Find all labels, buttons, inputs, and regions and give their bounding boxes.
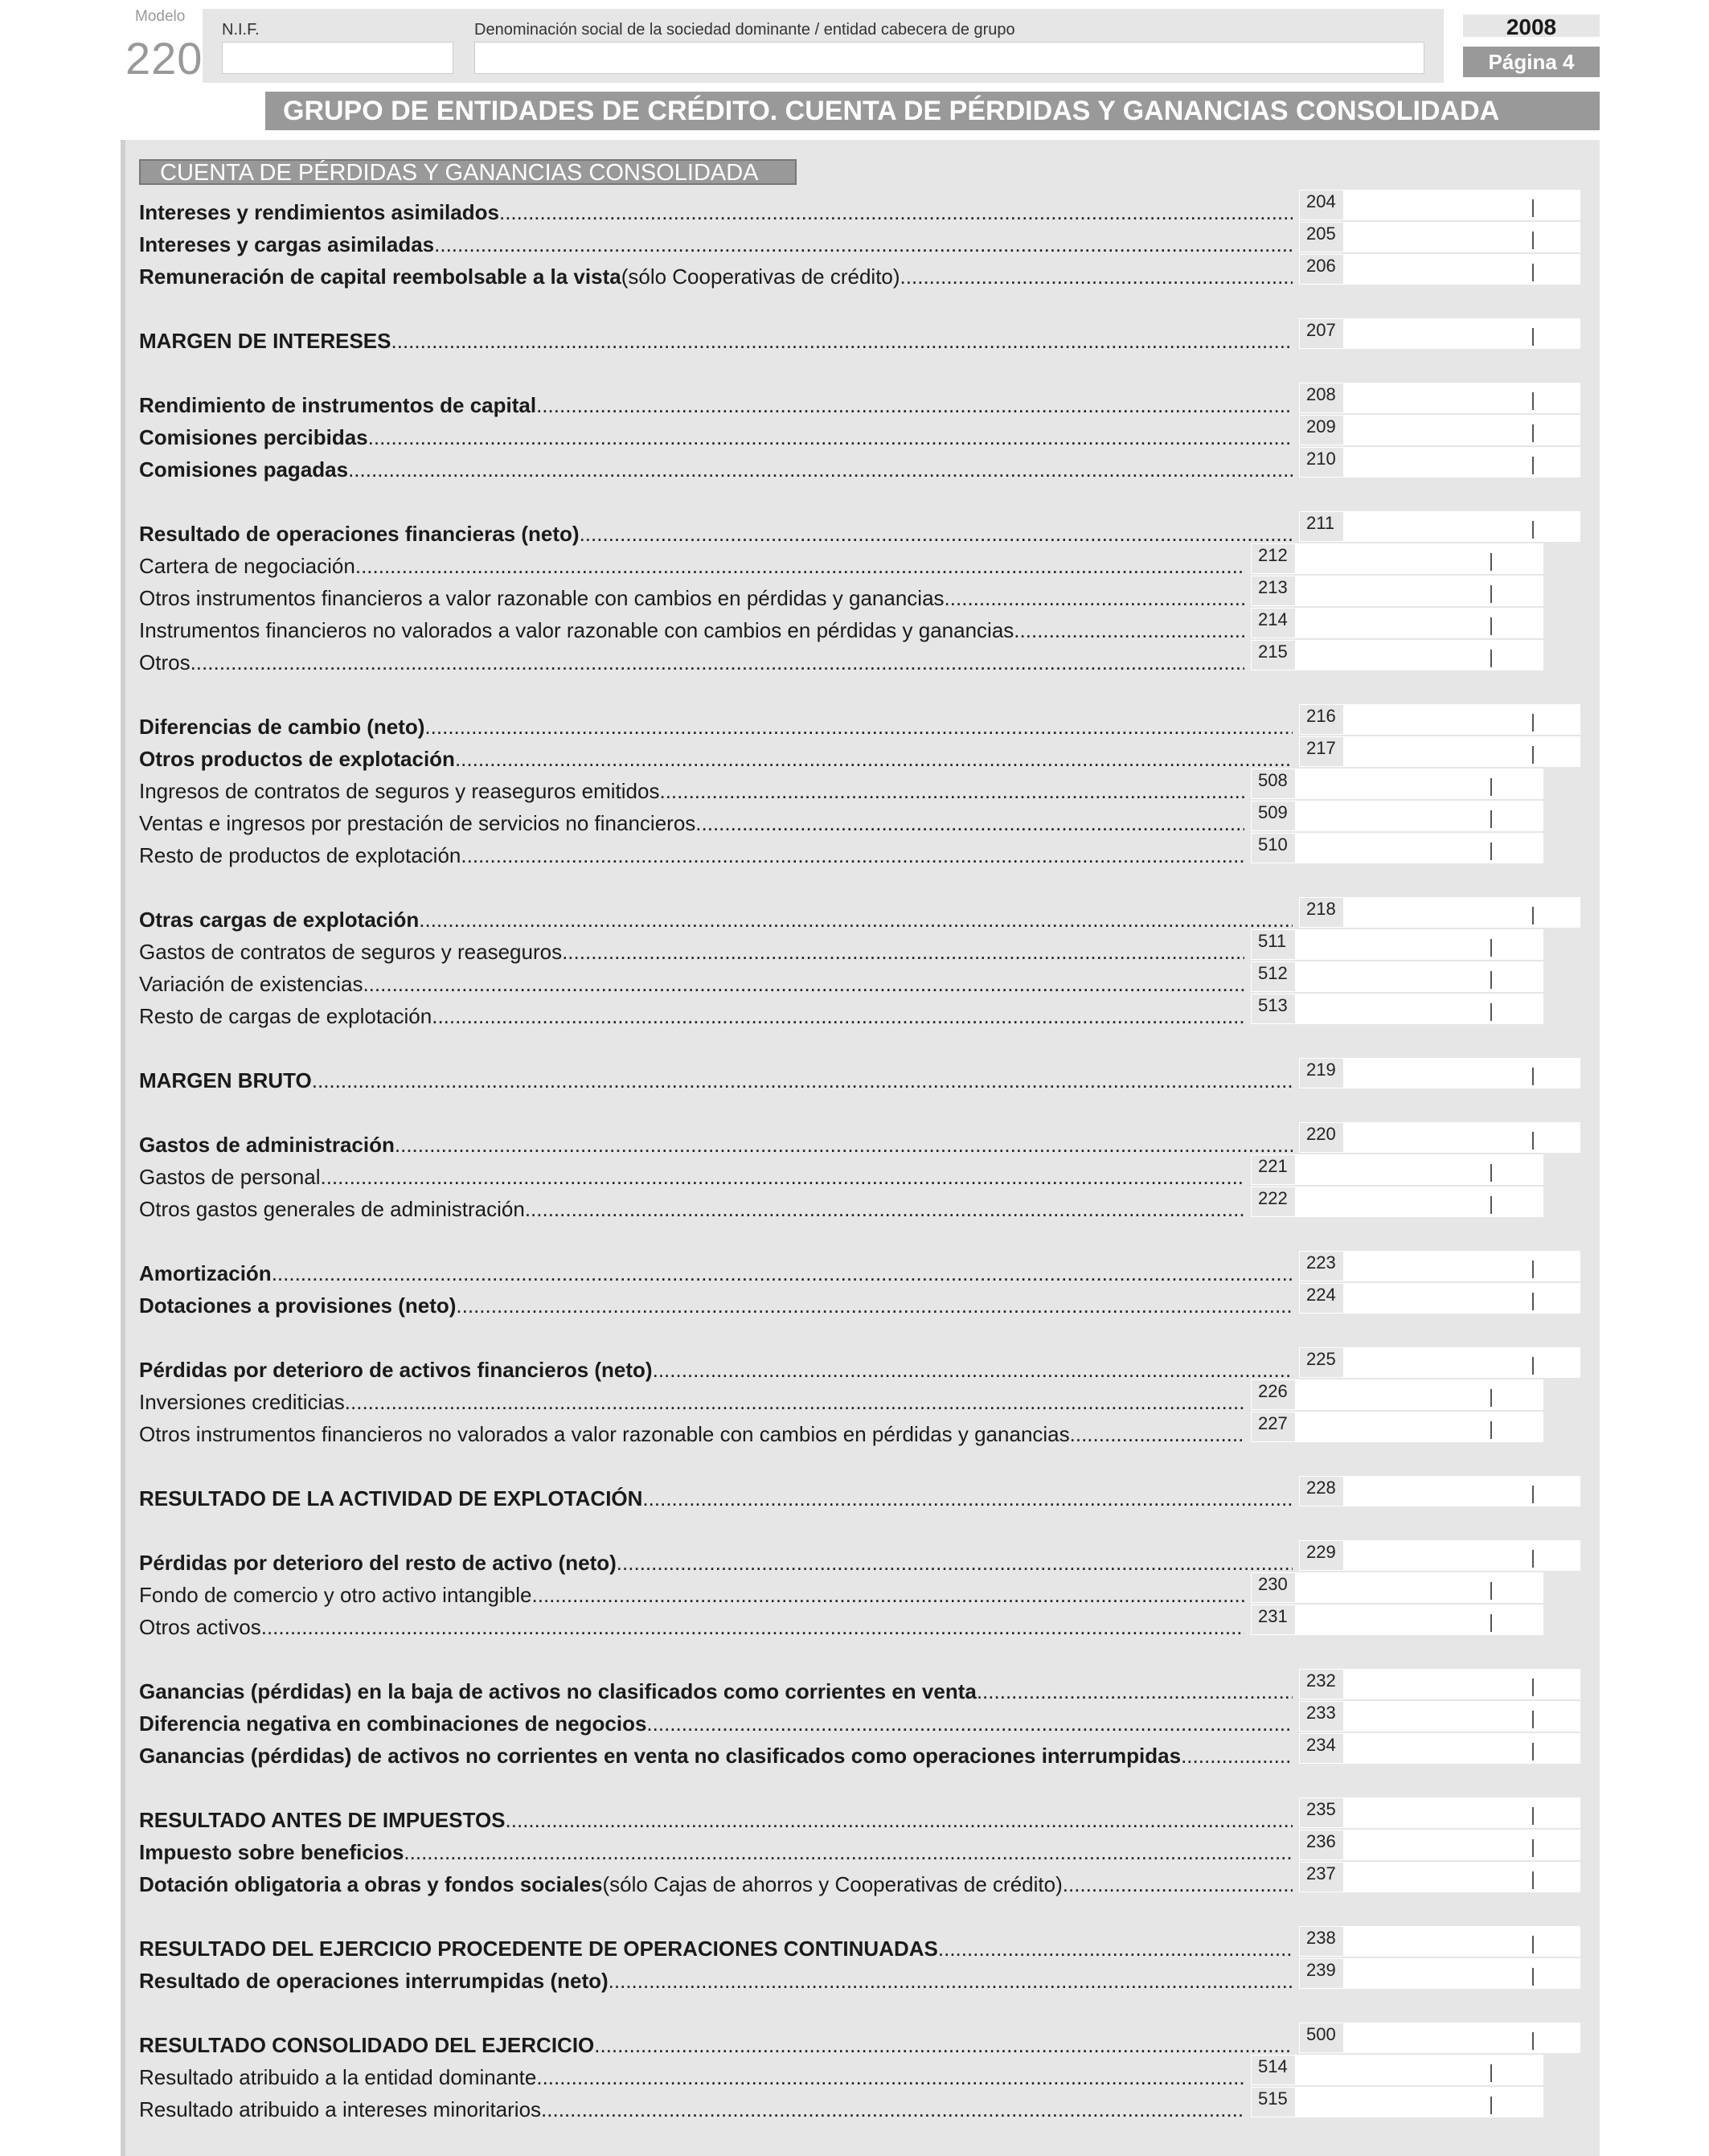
decimal-separator <box>1532 1486 1534 1503</box>
dot-leader <box>594 2032 1293 2058</box>
row-label-238 <box>139 1936 1293 1961</box>
row-label-216 <box>139 714 1293 740</box>
row-label-218 <box>139 907 1293 932</box>
row-label-bold: Comisiones percibidas <box>139 425 368 449</box>
amount-field-236[interactable] <box>1299 1830 1580 1860</box>
amount-field-213[interactable] <box>1251 576 1543 606</box>
dot-leader <box>532 1582 1245 1608</box>
amount-field-212[interactable] <box>1251 543 1543 574</box>
row-label-text: Cartera de negociación <box>139 554 355 578</box>
dot-leader <box>1063 1871 1293 1897</box>
section-title: CUENTA DE PÉRDIDAS Y GANANCIAS CONSOLIDADA <box>139 159 797 185</box>
row-label-bold: Amortización <box>139 1261 272 1285</box>
row-label-223 <box>139 1260 1293 1286</box>
field-code: 230 <box>1251 1572 1296 1603</box>
amount-field-229[interactable] <box>1299 1540 1580 1571</box>
amount-field-512[interactable] <box>1251 961 1543 992</box>
dot-leader <box>642 1486 1293 1511</box>
decimal-separator <box>1532 1678 1534 1696</box>
row-label-220 <box>139 1132 1293 1158</box>
amount-field-230[interactable] <box>1251 1572 1543 1603</box>
year-badge: 2008 <box>1463 14 1600 37</box>
row-label-bold: RESULTADO CONSOLIDADO DEL EJERCICIO <box>139 2033 595 2057</box>
field-code: 238 <box>1299 1926 1344 1957</box>
row-label-228 <box>139 1486 1293 1511</box>
decimal-separator <box>1532 199 1534 217</box>
decimal-separator <box>1532 232 1534 249</box>
dot-leader <box>345 1389 1244 1415</box>
amount-field-509[interactable] <box>1251 801 1543 831</box>
row-label-bold: Dotación obligatoria a obras y fondos sociales <box>139 1872 603 1896</box>
amount-field-511[interactable] <box>1251 929 1543 960</box>
row-label-511 <box>139 939 1244 965</box>
dot-leader <box>312 1068 1293 1093</box>
row-label-513 <box>139 1003 1244 1029</box>
row-label-bold: Diferencias de cambio (neto) <box>139 715 425 739</box>
row-label-bold: Pérdidas por deterioro de activos financieros (neto) <box>139 1358 653 1382</box>
decimal-separator <box>1490 1003 1492 1021</box>
row-label-text: Ingresos de contratos de seguros y reaseguros emitidos <box>139 779 660 803</box>
row-label-text: Gastos de personal <box>139 1165 321 1189</box>
row-label-bold: MARGEN DE INTERESES <box>139 329 391 353</box>
dot-leader <box>695 810 1244 836</box>
amount-field-510[interactable] <box>1251 833 1543 863</box>
decimal-separator <box>1490 1164 1492 1182</box>
row-label-222 <box>139 1196 1244 1222</box>
decimal-separator <box>1532 1839 1534 1857</box>
decimal-separator <box>1532 1550 1534 1568</box>
row-label-212 <box>139 553 1244 579</box>
field-code: 232 <box>1299 1669 1344 1699</box>
field-code: 208 <box>1299 383 1344 413</box>
field-code: 228 <box>1299 1476 1344 1506</box>
amount-field-216[interactable] <box>1299 704 1580 735</box>
decimal-separator <box>1532 392 1534 410</box>
decimal-separator <box>1532 1068 1534 1085</box>
field-code: 222 <box>1251 1187 1296 1217</box>
decimal-separator <box>1532 746 1534 764</box>
decimal-separator <box>1490 1614 1492 1632</box>
dot-leader <box>977 1678 1293 1704</box>
decimal-separator <box>1490 939 1492 957</box>
amount-field-207[interactable] <box>1299 318 1580 349</box>
decimal-separator <box>1490 810 1492 828</box>
row-label-text: Otros activos <box>139 1615 261 1639</box>
row-label-234 <box>139 1743 1293 1769</box>
dot-leader <box>261 1614 1244 1640</box>
row-label-bold: Comisiones pagadas <box>139 457 349 482</box>
row-label-224 <box>139 1293 1293 1318</box>
dot-leader <box>1181 1743 1293 1769</box>
form-title: GRUPO DE ENTIDADES DE CRÉDITO. CUENTA DE PÉRDIDAS Y GANANCIAS CONSOLIDADA <box>265 92 1600 130</box>
dot-leader <box>320 1164 1244 1190</box>
row-label-text: Otros instrumentos financieros no valorados a valor razonable con cambios en pérdidas y ganancias <box>139 1422 1070 1446</box>
dot-leader <box>541 2097 1244 2122</box>
dot-leader <box>434 232 1293 257</box>
decimal-separator <box>1532 264 1534 281</box>
dot-leader <box>580 521 1293 547</box>
field-code: 239 <box>1299 1958 1344 1989</box>
amount-field-225[interactable] <box>1299 1347 1580 1378</box>
row-label-206 <box>139 264 1293 289</box>
field-code: 231 <box>1251 1605 1296 1635</box>
row-label-230 <box>139 1582 1244 1608</box>
decimal-separator <box>1490 553 1492 571</box>
row-label-bold: Intereses y cargas asimiladas <box>139 232 435 256</box>
decimal-separator <box>1490 1421 1492 1439</box>
row-label-text: Otros <box>139 650 191 674</box>
field-code: 509 <box>1251 801 1296 831</box>
decimal-separator <box>1490 650 1492 667</box>
dot-leader <box>938 1936 1293 1961</box>
row-label-text: Instrumentos financieros no valorados a valor razonable con cambios en pérdidas y ganancias <box>139 618 1014 642</box>
amount-field-221[interactable] <box>1251 1154 1543 1185</box>
row-label-229 <box>139 1550 1293 1576</box>
amount-field-220[interactable] <box>1299 1122 1580 1153</box>
dot-leader <box>419 907 1293 932</box>
row-label-text: Inversiones crediticias <box>139 1390 345 1414</box>
row-label-226 <box>139 1389 1244 1415</box>
amount-field-234[interactable] <box>1299 1733 1580 1764</box>
dot-leader <box>461 842 1244 868</box>
row-label-225 <box>139 1357 1293 1383</box>
row-label-bold: RESULTADO DE LA ACTIVIDAD DE EXPLOTACIÓN <box>139 1486 643 1510</box>
dot-leader <box>1070 1421 1244 1447</box>
row-label-text: Variación de existencias <box>139 972 363 996</box>
row-label-219 <box>139 1068 1293 1093</box>
decimal-separator <box>1490 2097 1492 2114</box>
nif-label: N.I.F. <box>222 21 260 39</box>
decimal-separator <box>1532 1357 1534 1375</box>
amount-field-205[interactable] <box>1299 222 1580 252</box>
field-code: 227 <box>1251 1412 1296 1442</box>
dot-leader <box>945 585 1244 611</box>
field-code: 224 <box>1299 1283 1344 1314</box>
amount-field-210[interactable] <box>1299 447 1580 478</box>
row-label-512 <box>139 971 1244 997</box>
amount-field-235[interactable] <box>1299 1797 1580 1828</box>
row-label-bold: RESULTADO ANTES DE IMPUESTOS <box>139 1808 506 1832</box>
row-label-text: Resto de productos de explotación <box>139 843 461 867</box>
amount-field-228[interactable] <box>1299 1476 1580 1506</box>
denominacion-input[interactable] <box>474 42 1424 74</box>
field-code: 226 <box>1251 1379 1296 1410</box>
dot-leader <box>455 746 1293 772</box>
row-label-233 <box>139 1711 1293 1736</box>
row-label-509 <box>139 810 1244 836</box>
amount-field-219[interactable] <box>1299 1058 1580 1088</box>
dot-leader <box>395 1132 1293 1158</box>
row-label-bold: Ganancias (pérdidas) de activos no corrientes en venta no clasificados como operaciones interrumpidas <box>139 1744 1182 1768</box>
dot-leader <box>646 1711 1293 1736</box>
row-label-text: Ventas e ingresos por prestación de servicios no financieros <box>139 811 696 835</box>
row-label-205 <box>139 232 1293 257</box>
amount-field-513[interactable] <box>1251 994 1543 1024</box>
dot-leader <box>363 971 1244 997</box>
row-label-bold: Pérdidas por deterioro del resto de activo (neto) <box>139 1551 617 1575</box>
amount-field-231[interactable] <box>1251 1605 1543 1635</box>
field-code: 221 <box>1251 1154 1296 1185</box>
decimal-separator <box>1490 971 1492 989</box>
decimal-separator <box>1532 424 1534 442</box>
row-label-217 <box>139 746 1293 772</box>
row-label-215 <box>139 650 1244 675</box>
row-label-bold: RESULTADO DEL EJERCICIO PROCEDENTE DE OPERACIONES CONTINUADAS <box>139 1937 938 1961</box>
dot-leader <box>617 1550 1293 1576</box>
decimal-separator <box>1532 1936 1534 1953</box>
amount-field-500[interactable] <box>1299 2023 1580 2053</box>
row-label-508 <box>139 778 1244 804</box>
dot-leader <box>432 1003 1244 1029</box>
field-code: 235 <box>1299 1797 1344 1828</box>
field-code: 207 <box>1299 318 1344 349</box>
decimal-separator <box>1532 1807 1534 1825</box>
field-code: 215 <box>1251 640 1296 670</box>
amount-field-233[interactable] <box>1299 1701 1580 1732</box>
field-code: 206 <box>1299 254 1344 285</box>
field-code: 511 <box>1251 929 1296 960</box>
row-label-text: Fondo de comercio y otro activo intangible <box>139 1583 532 1607</box>
dot-leader <box>562 939 1244 965</box>
row-label-515 <box>139 2097 1244 2122</box>
row-label-211 <box>139 521 1293 547</box>
decimal-separator <box>1532 457 1534 474</box>
row-label-514 <box>139 2064 1244 2090</box>
decimal-separator <box>1532 1743 1534 1760</box>
row-label-209 <box>139 424 1293 450</box>
row-label-bold: Dotaciones a provisiones (neto) <box>139 1293 457 1318</box>
dot-leader <box>525 1196 1244 1222</box>
field-code: 515 <box>1251 2087 1296 2117</box>
field-code: 219 <box>1299 1058 1344 1088</box>
field-code: 216 <box>1299 704 1344 735</box>
row-label-bold: Resultado de operaciones interrumpidas (neto) <box>139 1969 609 1993</box>
field-code: 211 <box>1299 511 1344 542</box>
decimal-separator <box>1490 617 1492 635</box>
field-code: 214 <box>1251 608 1296 638</box>
row-label-236 <box>139 1839 1293 1865</box>
amount-field-239[interactable] <box>1299 1958 1580 1989</box>
decimal-separator <box>1490 1582 1492 1600</box>
decimal-separator <box>1490 1389 1492 1407</box>
row-label-text: Gastos de contratos de seguros y reaseguros <box>139 940 563 964</box>
row-label-500 <box>139 2032 1293 2058</box>
row-label-bold: Intereses y rendimientos asimilados <box>139 200 499 224</box>
field-code: 510 <box>1251 833 1296 863</box>
field-code: 233 <box>1299 1701 1344 1732</box>
dot-leader <box>506 1807 1293 1833</box>
decimal-separator <box>1532 714 1534 732</box>
row-label-208 <box>139 392 1293 418</box>
decimal-separator <box>1490 842 1492 860</box>
row-label-text: Otros gastos generales de administración <box>139 1197 525 1221</box>
amount-field-515[interactable] <box>1251 2087 1543 2117</box>
row-label-text: Otros instrumentos financieros a valor razonable con cambios en pérdidas y ganancias <box>139 586 945 610</box>
amount-field-211[interactable] <box>1299 511 1580 542</box>
row-label-221 <box>139 1164 1244 1190</box>
row-label-text: Resultado atribuido a intereses minoritarios <box>139 2097 542 2121</box>
dot-leader <box>900 264 1293 289</box>
dot-leader <box>499 199 1293 225</box>
field-code: 225 <box>1299 1347 1344 1378</box>
amount-field-227[interactable] <box>1251 1412 1543 1442</box>
decimal-separator <box>1532 1260 1534 1278</box>
amount-field-209[interactable] <box>1299 415 1580 445</box>
amount-field-508[interactable] <box>1251 769 1543 799</box>
decimal-separator <box>1532 1871 1534 1889</box>
row-label-235 <box>139 1807 1293 1833</box>
field-code: 204 <box>1299 190 1344 220</box>
dot-leader <box>391 328 1293 354</box>
field-code: 500 <box>1299 2023 1344 2053</box>
field-code: 218 <box>1299 897 1344 928</box>
field-code: 508 <box>1251 769 1296 799</box>
decimal-separator <box>1532 2032 1534 2050</box>
dot-leader <box>348 457 1293 482</box>
dot-leader <box>355 553 1244 579</box>
amount-field-514[interactable] <box>1251 2055 1543 2085</box>
field-code: 513 <box>1251 994 1296 1024</box>
row-label-text: (sólo Cajas de ahorros y Cooperativas de crédito) <box>602 1872 1063 1896</box>
row-label-bold: Diferencia negativa en combinaciones de negocios <box>139 1711 647 1736</box>
amount-field-206[interactable] <box>1299 254 1580 285</box>
row-label-bold: Otros productos de explotación <box>139 747 455 771</box>
amount-field-215[interactable] <box>1251 640 1543 670</box>
dot-leader <box>536 392 1293 418</box>
dot-leader <box>424 714 1293 740</box>
panel-border <box>121 140 125 2156</box>
row-label-214 <box>139 617 1244 643</box>
row-label-237 <box>139 1871 1293 1897</box>
field-code: 220 <box>1299 1122 1344 1153</box>
dot-leader <box>609 1968 1293 1994</box>
row-label-232 <box>139 1678 1293 1704</box>
row-label-510 <box>139 842 1244 868</box>
field-code: 223 <box>1299 1251 1344 1281</box>
amount-field-208[interactable] <box>1299 383 1580 413</box>
dot-leader <box>456 1293 1293 1318</box>
field-code: 237 <box>1299 1862 1344 1892</box>
denominacion-label: Denominación social de la sociedad dominante / entidad cabecera de grupo <box>474 21 1015 39</box>
field-code: 217 <box>1299 736 1344 767</box>
amount-field-226[interactable] <box>1251 1379 1543 1410</box>
dot-leader <box>653 1357 1293 1383</box>
field-code: 234 <box>1299 1733 1344 1764</box>
amount-field-217[interactable] <box>1299 736 1580 767</box>
dot-leader <box>272 1260 1293 1286</box>
row-label-239 <box>139 1968 1293 1994</box>
decimal-separator <box>1532 1293 1534 1310</box>
amount-field-238[interactable] <box>1299 1926 1580 1957</box>
row-label-bold: Gastos de administración <box>139 1133 395 1157</box>
amount-field-204[interactable] <box>1299 190 1580 220</box>
field-code: 514 <box>1251 2055 1296 2085</box>
dot-leader <box>404 1839 1293 1865</box>
row-label-bold: Ganancias (pérdidas) en la baja de activos no clasificados como corrientes en venta <box>139 1679 977 1703</box>
dot-leader <box>1014 617 1244 643</box>
dot-leader <box>659 778 1244 804</box>
modelo-label: Modelo <box>135 8 186 25</box>
decimal-separator <box>1532 1968 1534 1986</box>
modelo-number: 220 <box>125 33 203 84</box>
row-label-bold: MARGEN BRUTO <box>139 1068 312 1092</box>
field-code: 229 <box>1299 1540 1344 1571</box>
decimal-separator <box>1532 907 1534 924</box>
decimal-separator <box>1532 328 1534 346</box>
field-code: 236 <box>1299 1830 1344 1860</box>
row-label-bold: Rendimiento de instrumentos de capital <box>139 393 537 417</box>
field-code: 512 <box>1251 961 1296 992</box>
amount-field-222[interactable] <box>1251 1187 1543 1217</box>
row-label-bold: Remuneración de capital reembolsable a la vista <box>139 264 621 289</box>
dot-leader <box>368 424 1293 450</box>
decimal-separator <box>1532 1132 1534 1150</box>
amount-field-232[interactable] <box>1299 1669 1580 1699</box>
amount-field-214[interactable] <box>1251 608 1543 638</box>
dot-leader <box>191 650 1244 675</box>
row-label-bold: Otras cargas de explotación <box>139 908 420 932</box>
field-code: 212 <box>1251 543 1296 574</box>
row-label-213 <box>139 585 1244 611</box>
page-badge: Página 4 <box>1463 47 1600 77</box>
row-label-bold: Impuesto sobre beneficios <box>139 1840 404 1864</box>
dot-leader <box>536 2064 1244 2090</box>
row-label-204 <box>139 199 1293 225</box>
amount-field-218[interactable] <box>1299 897 1580 928</box>
amount-field-223[interactable] <box>1299 1251 1580 1281</box>
decimal-separator <box>1490 778 1492 796</box>
row-label-227 <box>139 1421 1244 1447</box>
row-label-210 <box>139 457 1293 482</box>
row-label-text: Resto de cargas de explotación <box>139 1004 432 1028</box>
row-label-bold: Resultado de operaciones financieras (neto) <box>139 522 580 546</box>
decimal-separator <box>1532 1711 1534 1728</box>
row-label-207 <box>139 328 1293 354</box>
amount-field-237[interactable] <box>1299 1862 1580 1892</box>
row-label-231 <box>139 1614 1244 1640</box>
amount-field-224[interactable] <box>1299 1283 1580 1314</box>
nif-input[interactable] <box>222 42 453 74</box>
field-code: 210 <box>1299 447 1344 478</box>
row-label-text: (sólo Cooperativas de crédito) <box>621 264 900 289</box>
row-label-text: Resultado atribuido a la entidad dominante <box>139 2065 537 2089</box>
decimal-separator <box>1490 585 1492 603</box>
decimal-separator <box>1490 2064 1492 2082</box>
field-code: 213 <box>1251 576 1296 606</box>
field-code: 209 <box>1299 415 1344 445</box>
decimal-separator <box>1490 1196 1492 1214</box>
decimal-separator <box>1532 521 1534 539</box>
field-code: 205 <box>1299 222 1344 252</box>
